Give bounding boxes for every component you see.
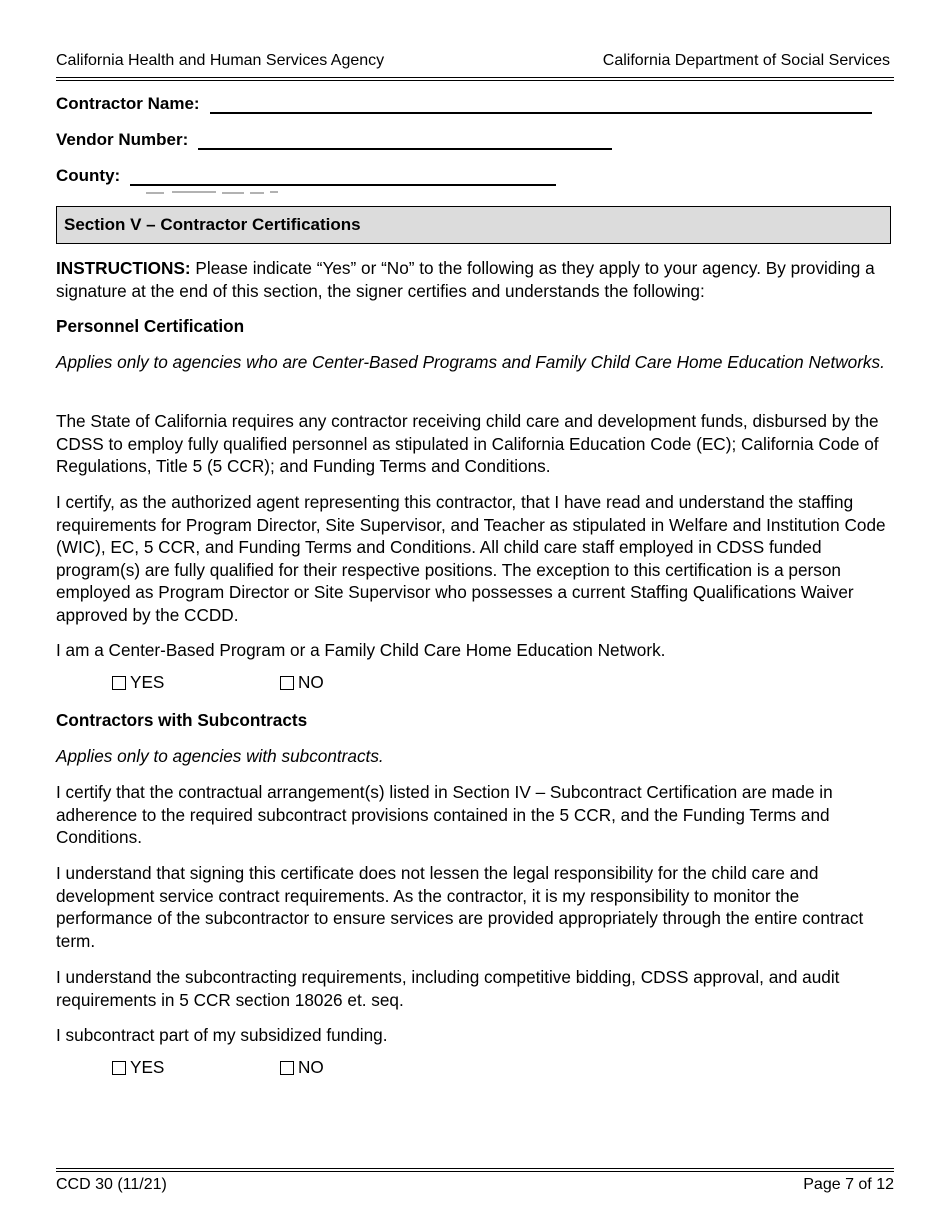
personnel-yes-label: YES bbox=[130, 672, 165, 692]
footer-rule bbox=[56, 1168, 894, 1172]
subcontracts-yes-option[interactable] bbox=[112, 1057, 164, 1078]
personnel-question: I am a Center-Based Program or a Family Child Care Home Education Network. bbox=[56, 640, 666, 660]
subcontracts-no-option[interactable] bbox=[280, 1057, 324, 1078]
checkbox-icon[interactable] bbox=[280, 676, 294, 690]
faint-scribble-mark bbox=[146, 190, 281, 196]
header-department: California Department of Social Services bbox=[602, 52, 890, 69]
page-header bbox=[56, 52, 890, 74]
personnel-applies: Applies only to agencies who are Center-Based Programs and Family Child Care Home Education Networks. bbox=[56, 352, 885, 372]
instructions-text: Please indicate “Yes” or “No” to the following as they apply to your agency. By providing a signature at the end of this section, the signer certifies and understands the following: bbox=[56, 258, 875, 301]
subcontracts-heading: Contractors with Subcontracts bbox=[56, 710, 308, 730]
page-number: Page 7 of 12 bbox=[803, 1176, 894, 1193]
vendor-number-field bbox=[56, 130, 612, 150]
section-title: Section V – Contractor Certifications bbox=[64, 215, 361, 234]
section-heading-box bbox=[56, 206, 891, 244]
checkbox-icon[interactable] bbox=[280, 1061, 294, 1075]
personnel-yes-option[interactable] bbox=[112, 672, 164, 693]
contractor-name-label: Contractor Name: bbox=[56, 94, 200, 113]
county-field bbox=[56, 166, 556, 186]
personnel-paragraph-1: The State of California requires any contractor receiving child care and development funds, disbursed by the CDSS to employ fully qualified personnel as stipulated in California Education Code (EC); California Code of Regulations, Title 5 (5 CCR); and Funding Terms and Conditions. bbox=[56, 411, 879, 477]
personnel-heading: Personnel Certification bbox=[56, 316, 245, 336]
contractor-name-field bbox=[56, 94, 872, 114]
instructions-paragraph bbox=[56, 257, 896, 302]
vendor-number-input[interactable] bbox=[198, 130, 612, 150]
subcontracts-paragraph-2: I understand that signing this certificate does not lessen the legal responsibility for the child care and development service contract requirements. As the contractor, it is my responsibility to monitor the performance of the subcontractor to ensure services are provided appropriately through the entire contract term. bbox=[56, 863, 864, 951]
header-rule bbox=[56, 77, 894, 81]
header-agency: California Health and Human Services Agency bbox=[56, 52, 385, 69]
subcontracts-yes-label: YES bbox=[130, 1057, 165, 1077]
subcontracts-paragraph-3: I understand the subcontracting requirements, including competitive bidding, CDSS approval, and audit requirements in 5 CCR section 18026 et. seq. bbox=[56, 967, 840, 1010]
subcontracts-applies: Applies only to agencies with subcontracts. bbox=[56, 746, 384, 766]
checkbox-icon[interactable] bbox=[112, 676, 126, 690]
instructions-lead: INSTRUCTIONS: bbox=[56, 258, 191, 278]
county-label: County: bbox=[56, 166, 121, 185]
page-footer bbox=[56, 1176, 894, 1194]
personnel-paragraph-2: I certify, as the authorized agent representing this contractor, that I have read and understand the staffing requirements for Program Director, Site Supervisor, and Teacher as stipulated in Welfare and Institution Code (WIC), EC, 5 CCR, and Funding Terms and Conditions. All child care staff employed in CDSS funded program(s) are fully qualified for their respective positions. The exception to this certification is a person employed as Program Director or Site Supervisor who possesses a current Staffing Qualifications Waiver approved by the CCDD. bbox=[56, 492, 886, 625]
contractor-name-input[interactable] bbox=[210, 94, 872, 114]
personnel-no-option[interactable] bbox=[280, 672, 324, 693]
personnel-no-label: NO bbox=[298, 672, 324, 692]
subcontracts-question: I subcontract part of my subsidized funding. bbox=[56, 1025, 388, 1045]
subcontracts-paragraph-1: I certify that the contractual arrangement(s) listed in Section IV – Subcontract Certification are made in adherence to the required subcontract provisions contained in the 5 CCR, and the Funding Terms and Conditions. bbox=[56, 782, 833, 848]
subcontracts-no-label: NO bbox=[298, 1057, 324, 1077]
county-input[interactable] bbox=[130, 166, 556, 186]
form-number: CCD 30 (11/21) bbox=[56, 1176, 167, 1193]
checkbox-icon[interactable] bbox=[112, 1061, 126, 1075]
vendor-number-label: Vendor Number: bbox=[56, 130, 189, 149]
